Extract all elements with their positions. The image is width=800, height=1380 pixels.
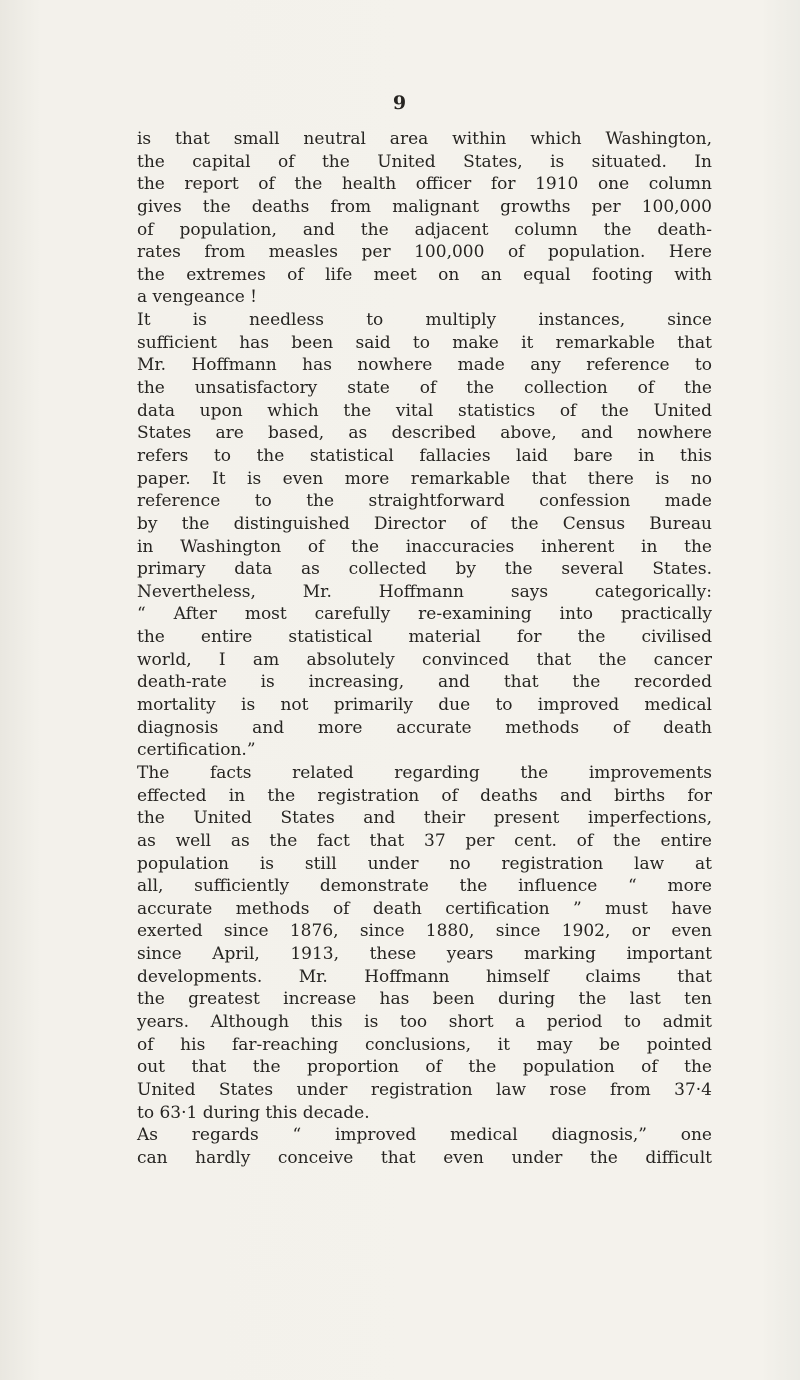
text-line: primary data as collected by the several States. (137, 559, 712, 580)
text-line: all, sufficiently demonstrate the influence “ more (137, 876, 712, 897)
text-line: Nevertheless, Mr. Hoffmann says categorically: (137, 581, 712, 602)
text-line: the report of the health officer for 1910 one column (137, 174, 712, 195)
text-line: of his far-reaching conclusions, it may be pointed (137, 1034, 712, 1055)
text-line: effected in the registration of deaths and births for (137, 785, 712, 806)
text-line: gives the deaths from malignant growths per 100,000 (137, 196, 712, 217)
text-line: accurate methods of death certification ” must have (137, 898, 712, 919)
text-line: Mr. Hoffmann has nowhere made any reference to (137, 355, 712, 376)
text-line: the extremes of life meet on an equal footing with (137, 264, 712, 285)
text-line: sufficient has been said to make it remarkable that (137, 332, 712, 353)
text-line: United States under registration law rose from 37·4 (137, 1079, 712, 1100)
text-line: The facts related regarding the improvements (137, 762, 712, 783)
text-line: since April, 1913, these years marking important (137, 944, 712, 965)
text-line: It is needless to multiply instances, since (137, 310, 712, 331)
text-line: refers to the statistical fallacies laid bare in this (137, 445, 712, 466)
text-line: diagnosis and more accurate methods of death (137, 717, 712, 738)
text-line: developments. Mr. Hoffmann himself claims that (137, 966, 712, 987)
text-line: of population, and the adjacent column the death- (137, 219, 712, 240)
text-line: mortality is not primarily due to improved medical (137, 695, 712, 716)
text-line: to 63·1 during this decade. (137, 1102, 370, 1123)
page-number: 9 (392, 92, 408, 114)
text-line: data upon which the vital statistics of the United (137, 400, 712, 421)
text-line: the entire statistical material for the civilised (137, 627, 712, 648)
text-line: rates from measles per 100,000 of population. Here (137, 242, 712, 263)
text-line: out that the proportion of the population of the (137, 1057, 712, 1078)
text-line: death-rate is increasing, and that the recorded (137, 672, 712, 693)
text-line: world, I am absolutely convinced that the cancer (137, 649, 712, 670)
text-line: as well as the fact that 37 per cent. of the entire (137, 830, 712, 851)
text-line: the United States and their present imperfections, (137, 808, 712, 829)
text-line: the greatest increase has been during the last ten (137, 989, 712, 1010)
text-line: As regards “ improved medical diagnosis,” one (137, 1125, 712, 1146)
text-line: in Washington of the inaccuracies inherent in the (137, 536, 712, 557)
text-line: “ After most carefully re-examining into practically (137, 604, 712, 625)
text-line: by the distinguished Director of the Census Bureau (137, 513, 712, 534)
body-text (137, 128, 712, 1169)
text-line: certification.” (137, 740, 256, 761)
text-line: is that small neutral area within which Washington, (137, 129, 712, 149)
text-line: population is still under no registration law at (137, 853, 712, 874)
text-line: exerted since 1876, since 1880, since 1902, or even (137, 921, 712, 942)
text-line: can hardly conceive that even under the difficult (137, 1147, 712, 1168)
text-line: States are based, as described above, and nowhere (137, 423, 712, 444)
text-line: years. Although this is too short a period to admit (137, 1011, 712, 1032)
text-line: the capital of the United States, is situated. In (137, 151, 712, 172)
text-line: a vengeance ! (137, 287, 257, 308)
text-line: paper. It is even more remarkable that there is no (137, 468, 712, 489)
text-line: reference to the straightforward confession made (137, 491, 712, 512)
text-line: the unsatisfactory state of the collection of the (137, 378, 712, 399)
